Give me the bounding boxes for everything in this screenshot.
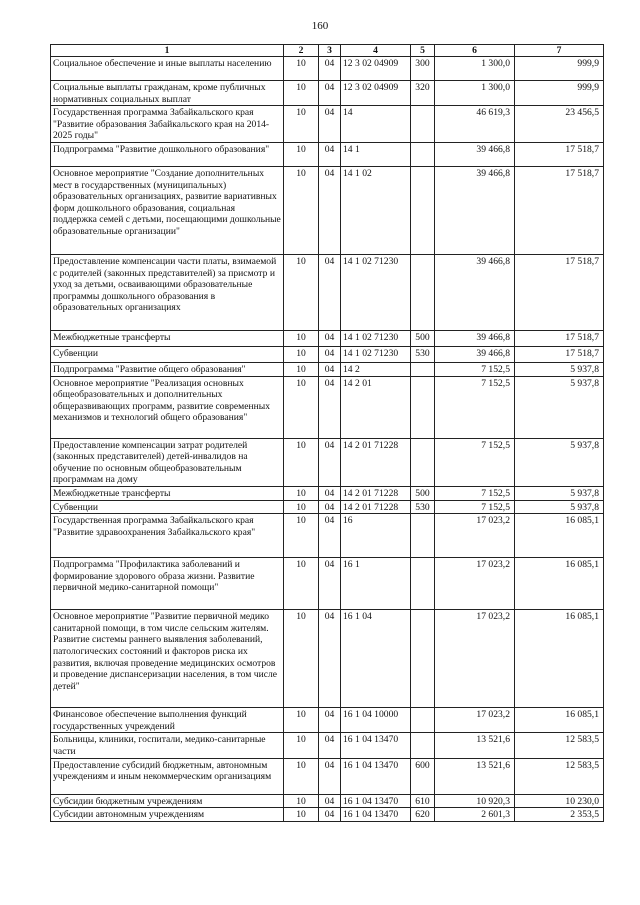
cell-c3: 04	[319, 376, 341, 438]
cell-c7: 5 937,8	[515, 362, 604, 376]
cell-name: Субвенции	[51, 500, 284, 514]
cell-name: Социальное обеспечение и иные выплаты населению	[51, 57, 284, 81]
cell-c2: 10	[284, 733, 319, 758]
header-col-7: 7	[515, 45, 604, 57]
cell-name: Предоставление компенсации части платы, взимаемой с родителей (законных представителей) за присмотр и уход за детьми, осваивающими образовательные программы дошкольного образования в образовательных организациях	[51, 254, 284, 330]
cell-c2: 10	[284, 808, 319, 822]
cell-c5: 620	[411, 808, 435, 822]
cell-c6: 7 152,5	[435, 486, 515, 500]
cell-c3: 04	[319, 794, 341, 808]
cell-c5	[411, 733, 435, 758]
cell-name: Финансовое обеспечение выполнения функций государственных учреждений	[51, 708, 284, 733]
cell-c5	[411, 514, 435, 558]
cell-name: Подпрограмма "Развитие дошкольного образования"	[51, 142, 284, 166]
table-row	[51, 57, 604, 81]
cell-c4: 14 2 01 71228	[341, 486, 411, 500]
cell-c4: 14 2	[341, 362, 411, 376]
cell-c7: 5 937,8	[515, 438, 604, 486]
cell-c5: 530	[411, 500, 435, 514]
cell-c3: 04	[319, 106, 341, 143]
cell-c5	[411, 610, 435, 708]
cell-c5	[411, 254, 435, 330]
cell-c4: 12 3 02 04909	[341, 81, 411, 106]
cell-c3: 04	[319, 558, 341, 610]
cell-c3: 04	[319, 758, 341, 794]
cell-c4: 16 1 04 13470	[341, 808, 411, 822]
table-row	[51, 142, 604, 166]
cell-c6: 7 152,5	[435, 376, 515, 438]
cell-c3: 04	[319, 514, 341, 558]
cell-c4: 16 1 04 13470	[341, 758, 411, 794]
table-row	[51, 514, 604, 558]
cell-c5	[411, 376, 435, 438]
cell-c4: 14 1 02 71230	[341, 330, 411, 346]
cell-c6: 17 023,2	[435, 514, 515, 558]
cell-c4: 14 2 01 71228	[341, 500, 411, 514]
cell-c5: 500	[411, 486, 435, 500]
table-row	[51, 438, 604, 486]
cell-c5: 300	[411, 57, 435, 81]
cell-c5	[411, 558, 435, 610]
cell-c7: 17 518,7	[515, 142, 604, 166]
cell-c3: 04	[319, 438, 341, 486]
cell-c3: 04	[319, 254, 341, 330]
cell-name: Основное мероприятие "Создание дополнительных мест в государственных (муниципальных) образовательных организациях, развитие вариативных форм дошкольного образования, социальная поддержка семей с детьми, посещающими дошкольные образовательные организации"	[51, 166, 284, 254]
table-row	[51, 106, 604, 143]
cell-c4: 16 1 04 13470	[341, 794, 411, 808]
cell-c7: 999,9	[515, 81, 604, 106]
cell-name: Основное мероприятие "Реализация основных общеобразовательных и дополнительных общеразвивающих программ, развитие современных механизмов и технологий общего образования"	[51, 376, 284, 438]
cell-c7: 12 583,5	[515, 758, 604, 794]
cell-c4: 14	[341, 106, 411, 143]
cell-c4: 14 1	[341, 142, 411, 166]
cell-c7: 5 937,8	[515, 500, 604, 514]
cell-c6: 39 466,8	[435, 346, 515, 362]
cell-c7: 23 456,5	[515, 106, 604, 143]
cell-c2: 10	[284, 362, 319, 376]
cell-c6: 1 300,0	[435, 57, 515, 81]
cell-name: Социальные выплаты гражданам, кроме публичных нормативных социальных выплат	[51, 81, 284, 106]
cell-c2: 10	[284, 514, 319, 558]
cell-c6: 2 601,3	[435, 808, 515, 822]
cell-c4: 14 1 02 71230	[341, 254, 411, 330]
cell-name: Подпрограмма "Профилактика заболеваний и формирование здорового образа жизни. Развитие первичной медико-санитарной помощи"	[51, 558, 284, 610]
cell-c6: 17 023,2	[435, 558, 515, 610]
cell-c5: 600	[411, 758, 435, 794]
table-row	[51, 486, 604, 500]
cell-c6: 17 023,2	[435, 708, 515, 733]
cell-c7: 16 085,1	[515, 558, 604, 610]
cell-c7: 5 937,8	[515, 376, 604, 438]
cell-c6: 7 152,5	[435, 500, 515, 514]
cell-name: Предоставление субсидий бюджетным, автономным учреждениям и иным некоммерческим организациям	[51, 758, 284, 794]
cell-c5	[411, 166, 435, 254]
header-col-5: 5	[411, 45, 435, 57]
cell-c7: 17 518,7	[515, 166, 604, 254]
table-row	[51, 794, 604, 808]
cell-c7: 17 518,7	[515, 346, 604, 362]
cell-c7: 17 518,7	[515, 254, 604, 330]
cell-c7: 17 518,7	[515, 330, 604, 346]
cell-c2: 10	[284, 610, 319, 708]
cell-c2: 10	[284, 106, 319, 143]
table-row	[51, 362, 604, 376]
cell-name: Субсидии автономным учреждениям	[51, 808, 284, 822]
table-row	[51, 166, 604, 254]
cell-name: Межбюджетные трансферты	[51, 330, 284, 346]
cell-c2: 10	[284, 57, 319, 81]
cell-c4: 14 1 02 71230	[341, 346, 411, 362]
cell-name: Субвенции	[51, 346, 284, 362]
cell-c2: 10	[284, 166, 319, 254]
cell-c3: 04	[319, 708, 341, 733]
cell-c5	[411, 438, 435, 486]
cell-c3: 04	[319, 330, 341, 346]
cell-name: Предоставление компенсации затрат родителей (законных представителей) детей-инвалидов на обучение по основным общеобразовательным программам на дому	[51, 438, 284, 486]
cell-c6: 39 466,8	[435, 166, 515, 254]
cell-c2: 10	[284, 500, 319, 514]
cell-c6: 7 152,5	[435, 438, 515, 486]
cell-c5: 500	[411, 330, 435, 346]
cell-c2: 10	[284, 486, 319, 500]
table-row	[51, 610, 604, 708]
table-row	[51, 758, 604, 794]
header-col-6: 6	[435, 45, 515, 57]
header-col-1: 1	[51, 45, 284, 57]
cell-c2: 10	[284, 558, 319, 610]
cell-c2: 10	[284, 794, 319, 808]
table-row	[51, 708, 604, 733]
page-number: 160	[311, 20, 329, 32]
cell-c5: 320	[411, 81, 435, 106]
table-row	[51, 733, 604, 758]
cell-c7: 10 230,0	[515, 794, 604, 808]
table-row	[51, 376, 604, 438]
cell-c6: 39 466,8	[435, 330, 515, 346]
cell-name: Подпрограмма "Развитие общего образования"	[51, 362, 284, 376]
cell-c3: 04	[319, 500, 341, 514]
cell-c4: 16	[341, 514, 411, 558]
cell-c2: 10	[284, 438, 319, 486]
cell-c5	[411, 708, 435, 733]
cell-c4: 16 1 04 10000	[341, 708, 411, 733]
table-row	[51, 500, 604, 514]
cell-c6: 39 466,8	[435, 254, 515, 330]
cell-c6: 13 521,6	[435, 758, 515, 794]
cell-c4: 12 3 02 04909	[341, 57, 411, 81]
cell-c3: 04	[319, 808, 341, 822]
table-row	[51, 254, 604, 330]
cell-c3: 04	[319, 362, 341, 376]
cell-c6: 17 023,2	[435, 610, 515, 708]
cell-c7: 16 085,1	[515, 514, 604, 558]
cell-c2: 10	[284, 330, 319, 346]
cell-c6: 46 619,3	[435, 106, 515, 143]
cell-c6: 13 521,6	[435, 733, 515, 758]
cell-c5: 530	[411, 346, 435, 362]
cell-name: Субсидии бюджетным учреждениям	[51, 794, 284, 808]
cell-c2: 10	[284, 142, 319, 166]
table-row	[51, 346, 604, 362]
cell-c2: 10	[284, 758, 319, 794]
cell-c5: 610	[411, 794, 435, 808]
cell-c4: 14 2 01	[341, 376, 411, 438]
cell-c3: 04	[319, 346, 341, 362]
cell-c7: 999,9	[515, 57, 604, 81]
cell-c6: 10 920,3	[435, 794, 515, 808]
table-row	[51, 81, 604, 106]
cell-name: Государственная программа Забайкальского края "Развитие образования Забайкальского края на 2014-2025 годы"	[51, 106, 284, 143]
header-col-4: 4	[341, 45, 411, 57]
header-col-2: 2	[284, 45, 319, 57]
cell-c6: 1 300,0	[435, 81, 515, 106]
cell-c2: 10	[284, 708, 319, 733]
cell-c3: 04	[319, 486, 341, 500]
cell-c4: 16 1 04	[341, 610, 411, 708]
cell-name: Государственная программа Забайкальского края "Развитие здравоохранения Забайкальского края"	[51, 514, 284, 558]
cell-c5	[411, 362, 435, 376]
cell-c2: 10	[284, 376, 319, 438]
cell-c7: 16 085,1	[515, 610, 604, 708]
cell-c2: 10	[284, 81, 319, 106]
table-row	[51, 558, 604, 610]
cell-c4: 16 1	[341, 558, 411, 610]
cell-c3: 04	[319, 166, 341, 254]
table-row	[51, 808, 604, 822]
cell-c7: 2 353,5	[515, 808, 604, 822]
cell-c7: 5 937,8	[515, 486, 604, 500]
cell-c3: 04	[319, 610, 341, 708]
cell-c7: 12 583,5	[515, 733, 604, 758]
cell-name: Больницы, клиники, госпитали, медико-санитарные части	[51, 733, 284, 758]
cell-c4: 14 2 01 71228	[341, 438, 411, 486]
cell-name: Межбюджетные трансферты	[51, 486, 284, 500]
cell-c6: 39 466,8	[435, 142, 515, 166]
budget-table	[50, 44, 604, 822]
table-row	[51, 330, 604, 346]
cell-c6: 7 152,5	[435, 362, 515, 376]
cell-c4: 16 1 04 13470	[341, 733, 411, 758]
cell-c3: 04	[319, 57, 341, 81]
cell-c3: 04	[319, 81, 341, 106]
cell-c5	[411, 142, 435, 166]
cell-c3: 04	[319, 142, 341, 166]
cell-name: Основное мероприятие "Развитие первичной медико санитарной помощи, в том числе сельским жителям. Развитие системы раннего выявления заболеваний, патологических состояний и факторов риска их развития, включая проведение медицинских осмотров и проведение диспансеризации населения, в том числе детей"	[51, 610, 284, 708]
cell-c5	[411, 106, 435, 143]
header-col-3: 3	[319, 45, 341, 57]
cell-c3: 04	[319, 733, 341, 758]
cell-c4: 14 1 02	[341, 166, 411, 254]
cell-c7: 16 085,1	[515, 708, 604, 733]
cell-c2: 10	[284, 346, 319, 362]
cell-c2: 10	[284, 254, 319, 330]
table-header-row	[51, 45, 604, 57]
